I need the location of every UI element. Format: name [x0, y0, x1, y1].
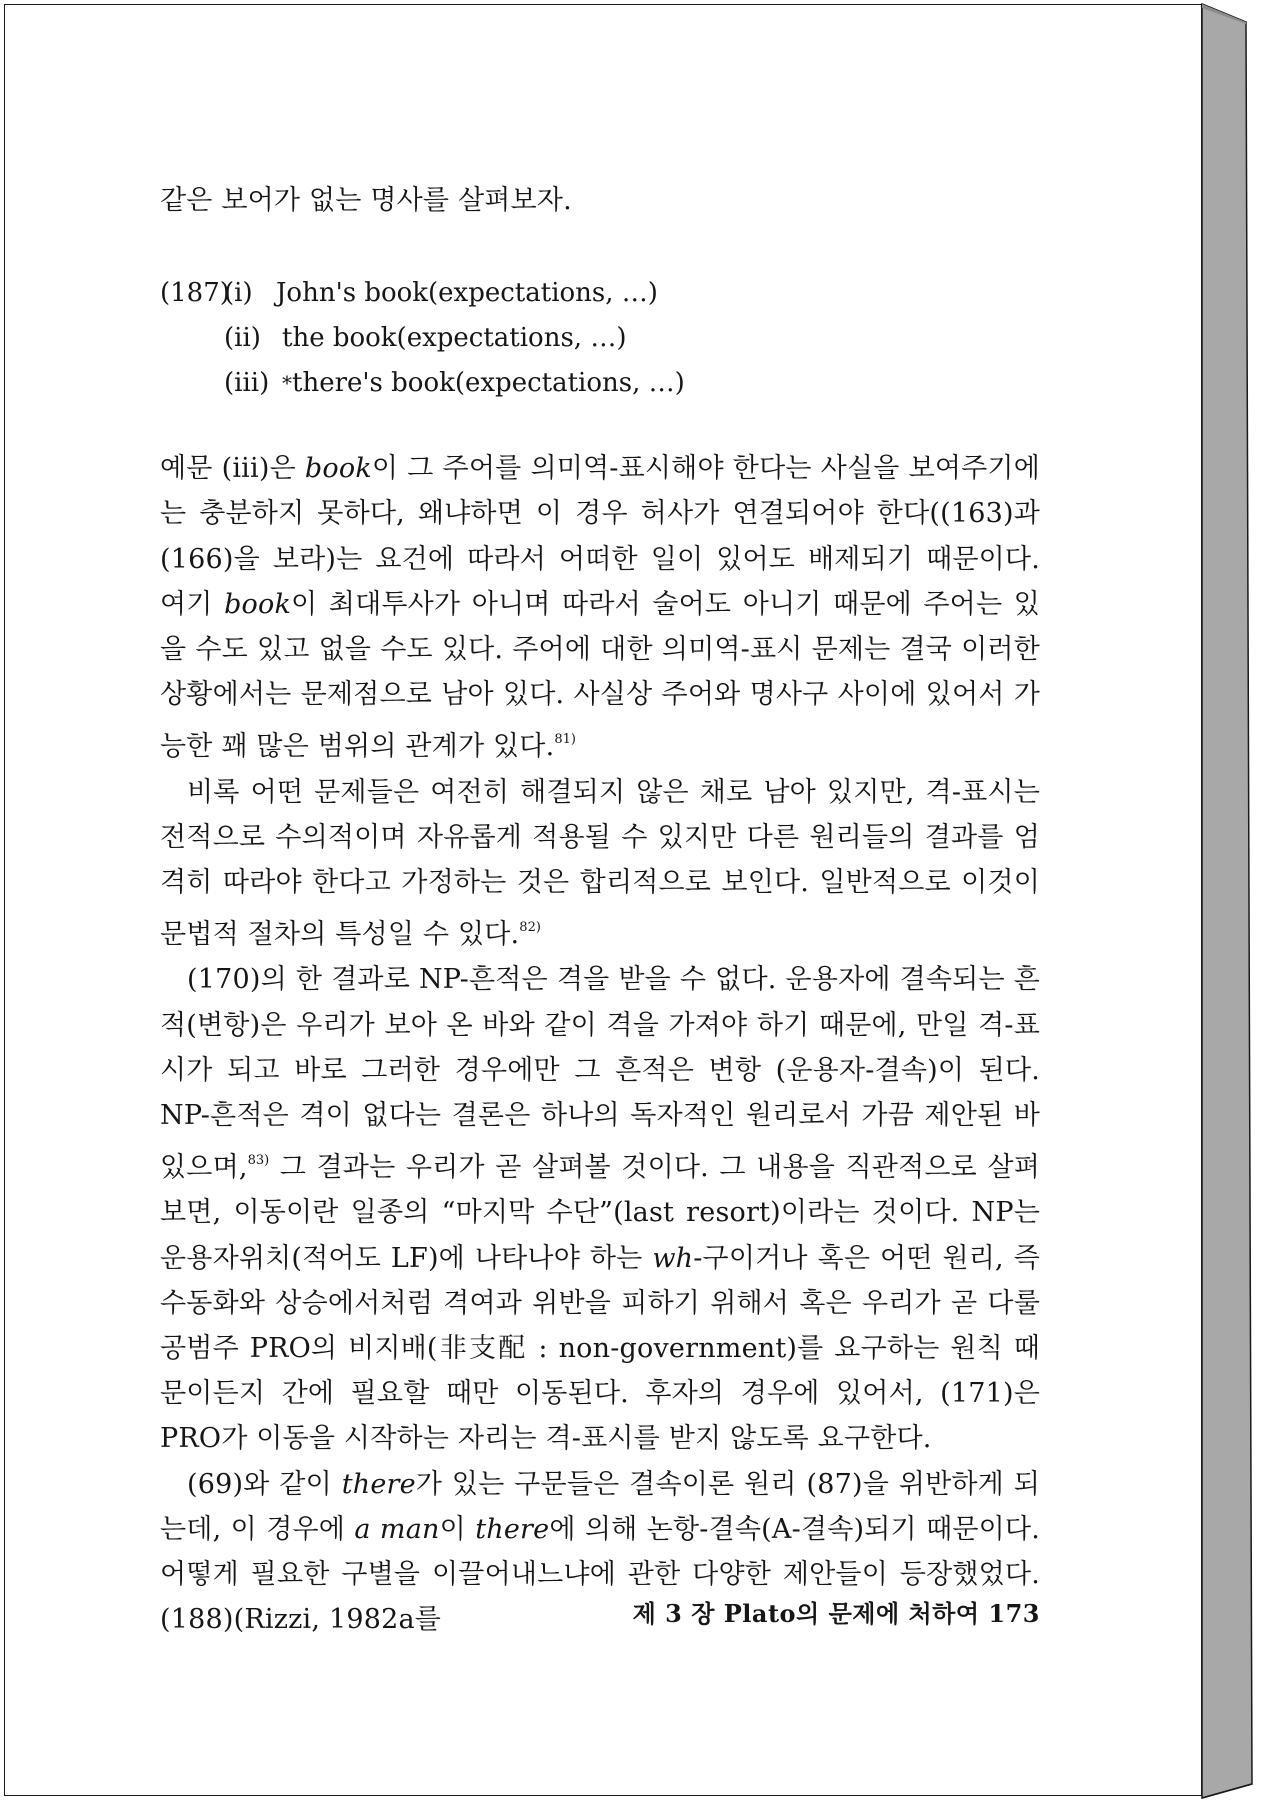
ungrammatical-star: * — [282, 371, 292, 396]
footnote-ref-82: 82) — [519, 920, 541, 936]
example-row-iii — [160, 361, 1040, 406]
italic-book: book — [224, 588, 292, 620]
text-run: 이 그 주어를 의미역-표시해야 한다는 사실을 보여주기에는 충분하지 못하다, 왜냐하면 이 경우 허사가 연결되어야 한다((163)과 (166)을 보라)는 요건에 따라서 어떠한 일이 있어도 배제되기 때문이다. 여기 — [160, 453, 1040, 620]
example-text: the book(expectations, …) — [282, 323, 627, 354]
text-run: 비록 어떤 문제들은 여전히 해결되지 않은 채로 남아 있지만, 격-표시는 전적으로 수의적이며 자유롭게 적용될 수 있지만 다른 원리들의 결과를 엄격히 따라야 한다고 가정하는 것은 합리적으로 보인다. 일반적으로 이것이 문법적 절차의 특성일 수 있다. — [160, 776, 1040, 951]
text-run: 이 최대투사가 아니며 따라서 술어도 아니기 때문에 주어는 있을 수도 있고 없을 수도 있다. 주어에 대한 의미역-표시 문제는 결국 이러한 상황에서는 문제점으로 남아 있다. 사실상 주어와 명사구 사이에 있어서 가능한 꽤 많은 범위의 관계가 있다. — [160, 588, 1040, 763]
paragraph-3 — [160, 957, 1040, 1461]
example-row-ii — [160, 316, 1040, 361]
paragraph-2 — [160, 770, 1040, 958]
running-footer: 제 3 장 Plato의 문제에 처하여 173 — [632, 1599, 1040, 1628]
example-row-i — [160, 271, 1040, 316]
italic-there: there — [341, 1468, 416, 1500]
text-run: 에 의해 논항-결속(A-결속)되기 때문이다. 어떻게 필요한 구별을 이끌어내느냐에 관한 다양한 제안들이 등장했었다. (188)(Rizzi, 1982a를 — [160, 1513, 1040, 1636]
italic-book: book — [304, 453, 372, 485]
italic-there: there — [475, 1513, 550, 1545]
example-label: (ii) — [224, 323, 261, 354]
example-187 — [160, 271, 1040, 406]
paragraph-1 — [160, 446, 1040, 769]
text-run: 이 — [439, 1513, 476, 1545]
text-run: 예문 (iii)은 — [160, 453, 305, 485]
text-run: 가 있는 구문들은 결속이론 원리 (87)을 위반하게 되는데, 이 경우에 — [160, 1468, 1041, 1545]
example-text: John's book(expectations, …) — [276, 278, 658, 309]
text-run: -구이거나 혹은 어떤 원리, 즉 수동화와 상승에서처럼 격여과 위반을 피하기 위해서 혹은 우리가 곧 다룰 공범주 PRO의 비지배(非支配 : non-government)를 요구하는 원칙 때문이든지 간에 필요할 때만 이동된다. 후자의 경우에 있어서, (171)은 PRO가 이동을 시작하는 자리는 격-표시를 받지 않도록 요구한다. — [160, 1242, 1041, 1455]
example-label: (iii) — [224, 368, 270, 399]
example-number: (187) — [160, 278, 230, 309]
footnote-ref-83: 83) — [247, 1153, 270, 1169]
text-run: 그 결과는 우리가 곧 살펴볼 것이다. 그 내용을 직관적으로 살펴보면, 이동이란 일종의 “마지막 수단”(last resort)이라는 것이다. NP는 운용자위치(적어도 LF)에 나타나야 하는 — [160, 1152, 1040, 1274]
page-content — [160, 178, 1040, 1642]
example-label: (i) — [224, 278, 253, 309]
text-run: (69)와 같이 — [187, 1468, 342, 1500]
italic-a-man: a man — [354, 1513, 440, 1545]
footnote-ref-81: 81) — [554, 732, 576, 748]
intro-line: 같은 보어가 없는 명사를 살펴보자. — [160, 185, 572, 216]
text-run: (170)의 한 결과로 NP-흔적은 격을 받을 수 없다. 운용자에 결속되는 흔적(변항)은 우리가 보아 온 바와 같이 격을 가져야 하기 때문에, 만일 격-표시가 되고 바로 그러한 경우에만 그 흔적은 변항 (운용자-결속)이 된다. NP-흔적은 격이 없다는 결론은 하나의 독자적인 원리로서 가끔 제안된 바 있으며, — [160, 964, 1040, 1184]
italic-wh: wh — [652, 1242, 694, 1274]
example-text: there's book(expectations, …) — [292, 368, 685, 399]
